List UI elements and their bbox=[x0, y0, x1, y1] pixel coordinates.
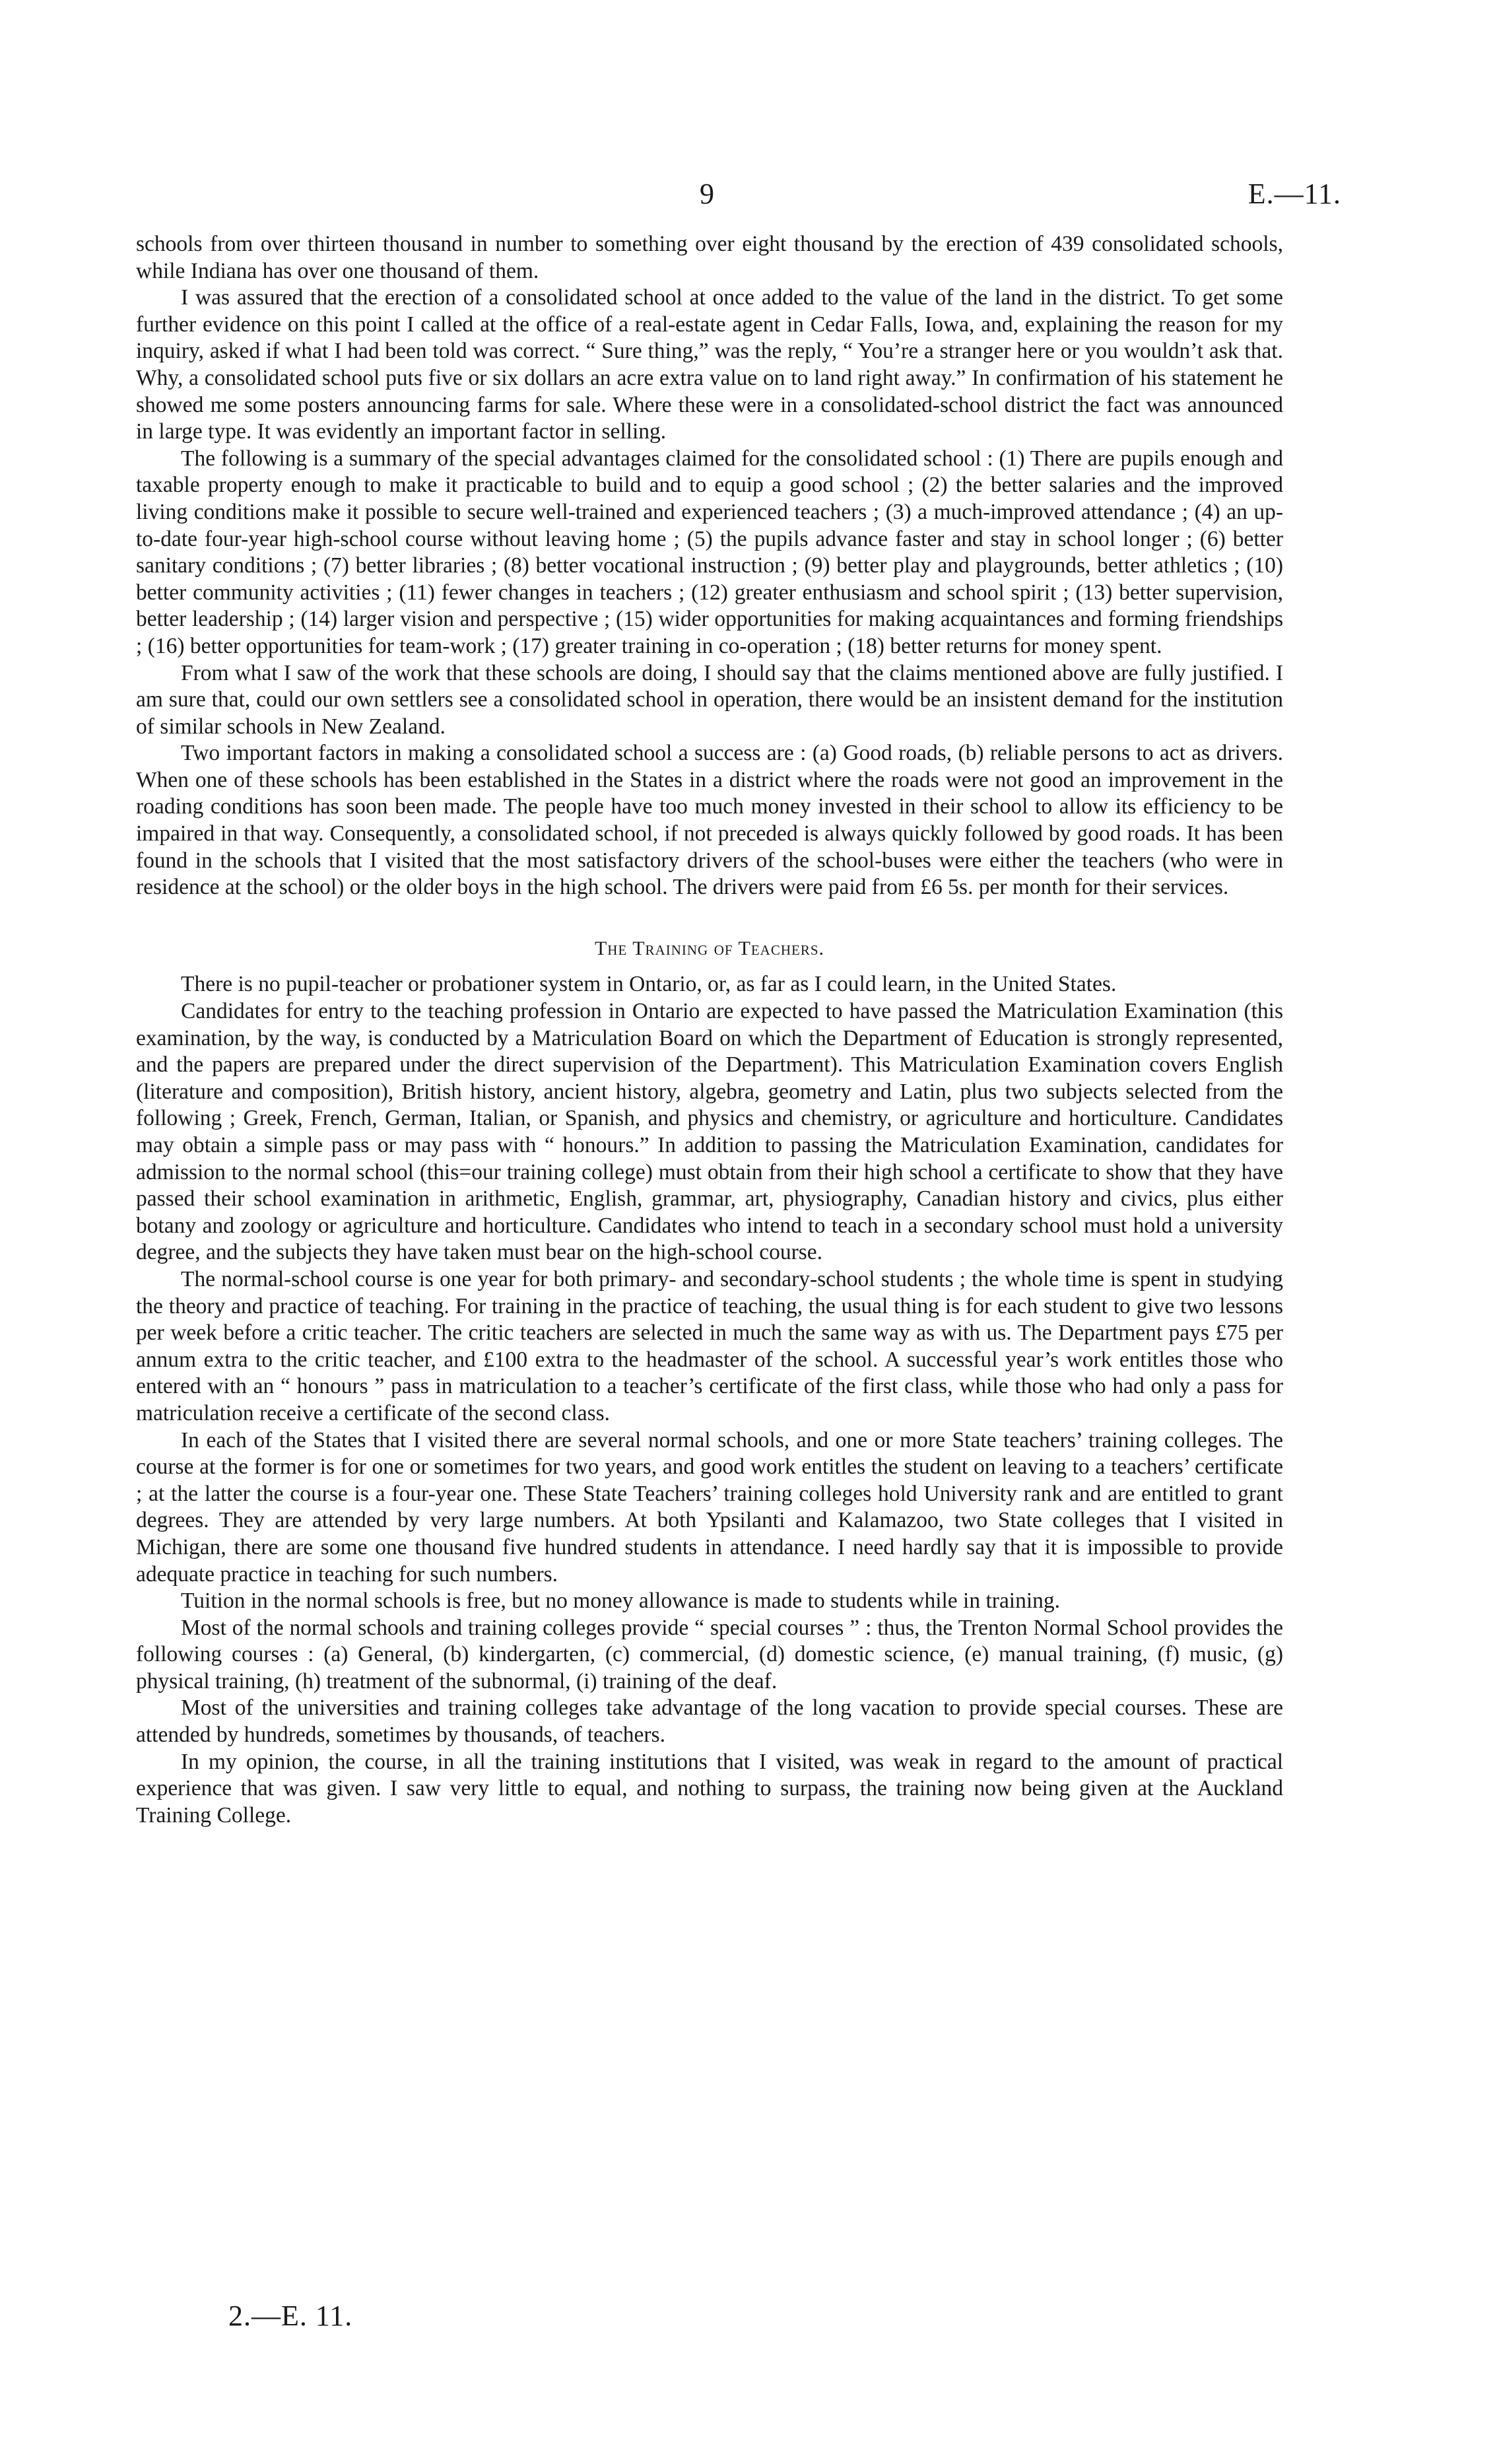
paragraph: In each of the States that I visited there are several normal schools, and one or more State teachers’ training colleges. The course at the former is for one or sometimes for two years, and good work entitles the student on leaving to a teachers’ certificate ; at the latter the course is a four-year one. These State Teachers’ training colleges hold University rank and are entitled to grant degrees. They are attended by very large numbers. At both Ypsilanti and Kalamazoo, two State colleges that I visited in Michigan, there are some one thousand five hundred students in attendance. I need hardly say that it is impossible to provide adequate practice in teaching for such numbers. bbox=[136, 1427, 1283, 1587]
paragraph: From what I saw of the work that these schools are doing, I should say that the claims mentioned above are fully justified. I am sure that, could our own settlers see a consolidated school in operation, there would be an insistent demand for the institution of similar schools in New Zealand. bbox=[136, 660, 1283, 739]
paragraph: The following is a summary of the special advantages claimed for the consolidated school : (1) There are pupils enough and taxable property enough to make it practicable to build and to equip a good school ; (2) the better salaries and the improved living conditions make it possible to secure well-trained and experienced teachers ; (3) a much-improved attendance ; (4) an up-to-date four-year high-school course without leaving home ; (5) the pupils advance faster and stay in school longer ; (6) better sanitary conditions ; (7) better libraries ; (8) better vocational instruction ; (9) better play and playgrounds, better athletics ; (10) better community activities ; (11) fewer changes in teachers ; (12) greater enthusiasm and school spirit ; (13) better supervision, better leadership ; (14) larger vision and perspective ; (15) wider opportunities for making acquaintances and forming friendships ; (16) better opportunities for team-work ; (17) greater training in co-operation ; (18) better returns for money spent. bbox=[136, 446, 1283, 658]
paragraph: The normal-school course is one year for both primary- and secondary-school students ; the whole time is spent in studying the theory and practice of teaching. For training in the practice of teaching, the usual thing is for each student to give two lessons per week before a critic teacher. The critic teachers are selected in much the same way as with us. The Department pays £75 per annum extra to the critic teacher, and £100 extra to the headmaster of the school. A successful year’s work entitles those who entered with an “ honours ” pass in matriculation to a teacher’s certificate of the first class, while those who had only a pass for matriculation receive a certificate of the second class. bbox=[136, 1266, 1283, 1425]
paragraph: Two important factors in making a consolidated school a success are : (a) Good roads, (b) reliable persons to act as drivers. When one of these schools has been established in the States in a district where the roads were not good an improvement in the roading conditions has soon been made. The people have too much money invested in their school to allow its efficiency to be impaired in that way. Consequently, a consolidated school, if not preceded is always quickly followed by good roads. It has been found in the schools that I visited that the most satisfactory drivers of the school-buses were either the teachers (who were in residence at the school) or the older boys in the high school. The drivers were paid from £6 5s. per month for their services. bbox=[136, 741, 1283, 900]
section-heading: The Training of Teachers. bbox=[594, 937, 825, 959]
paragraph: Tuition in the normal schools is free, but no money allowance is made to students while in training. bbox=[181, 1589, 1061, 1614]
body-text bbox=[136, 231, 1283, 1829]
paragraph: In my opinion, the course, in all the training institutions that I visited, was weak in regard to the amount of practical experience that was given. I saw very little to equal, and nothing to surpass, the training now being given at the Auckland Training College. bbox=[136, 1749, 1283, 1828]
document-reference: E.—11. bbox=[1248, 178, 1341, 210]
signature-mark: 2.—E. 11. bbox=[228, 2300, 353, 2332]
page-header bbox=[0, 177, 1497, 223]
paragraph: Candidates for entry to the teaching profession in Ontario are expected to have passed the Matriculation Examination (this examination, by the way, is conducted by a Matriculation Board on which the Department of Education is strongly represented, and the papers are prepared under the direct supervision of the Department). This Matriculation Examination covers English (literature and composition), British history, ancient history, algebra, geometry and Latin, plus two subjects selected from the following ; Greek, French, German, Italian, or Spanish, and physics and chemistry, or agriculture and horticulture. Candidates may obtain a simple pass or may pass with “ honours.” In addition to passing the Matriculation Examination, candidates for admission to the normal school (this=our training college) must obtain from their high school a certificate to show that they have passed their school examination in arithmetic, English, grammar, art, physiography, Canadian history and civics, plus either botany and zoology or agriculture and horticulture. Candidates who intend to teach in a secondary school must hold a university degree, and the subjects they have taken must bear on the high-school course. bbox=[136, 999, 1283, 1265]
paragraph: There is no pupil-teacher or probationer system in Ontario, or, as far as I could learn, in the United States. bbox=[181, 972, 1117, 997]
paragraph: Most of the normal schools and training colleges provide “ special courses ” : thus, the Trenton Normal School provides the following courses : (a) General, (b) kindergarten, (c) commercial, (d) domestic science, (e) manual training, (f) music, (g) physical training, (h) treatment of the subnormal, (i) training of the deaf. bbox=[136, 1615, 1283, 1694]
page-number: 9 bbox=[700, 178, 714, 210]
paragraph: I was assured that the erection of a consolidated school at once added to the value of the land in the district. To get some further evidence on this point I called at the office of a real-estate agent in Cedar Falls, Iowa, and, explaining the reason for my inquiry, asked if what I had been told was correct. “ Sure thing,” was the reply, “ You’re a stranger here or you wouldn’t ask that. Why, a consolidated school puts five or six dollars an acre extra value on to land right away.” In confirmation of his statement he showed me some posters announcing farms for sale. Where these were in a consolidated-school district the fact was announced in large type. It was evidently an important factor in selling. bbox=[136, 285, 1283, 444]
paragraph: schools from over thirteen thousand in number to something over eight thousand by the erection of 439 consolidated schools, while Indiana has over one thousand of them. bbox=[136, 232, 1283, 283]
paragraph: Most of the universities and training colleges take advantage of the long vacation to provide special courses. These are attended by hundreds, sometimes by thousands, of teachers. bbox=[136, 1695, 1283, 1748]
